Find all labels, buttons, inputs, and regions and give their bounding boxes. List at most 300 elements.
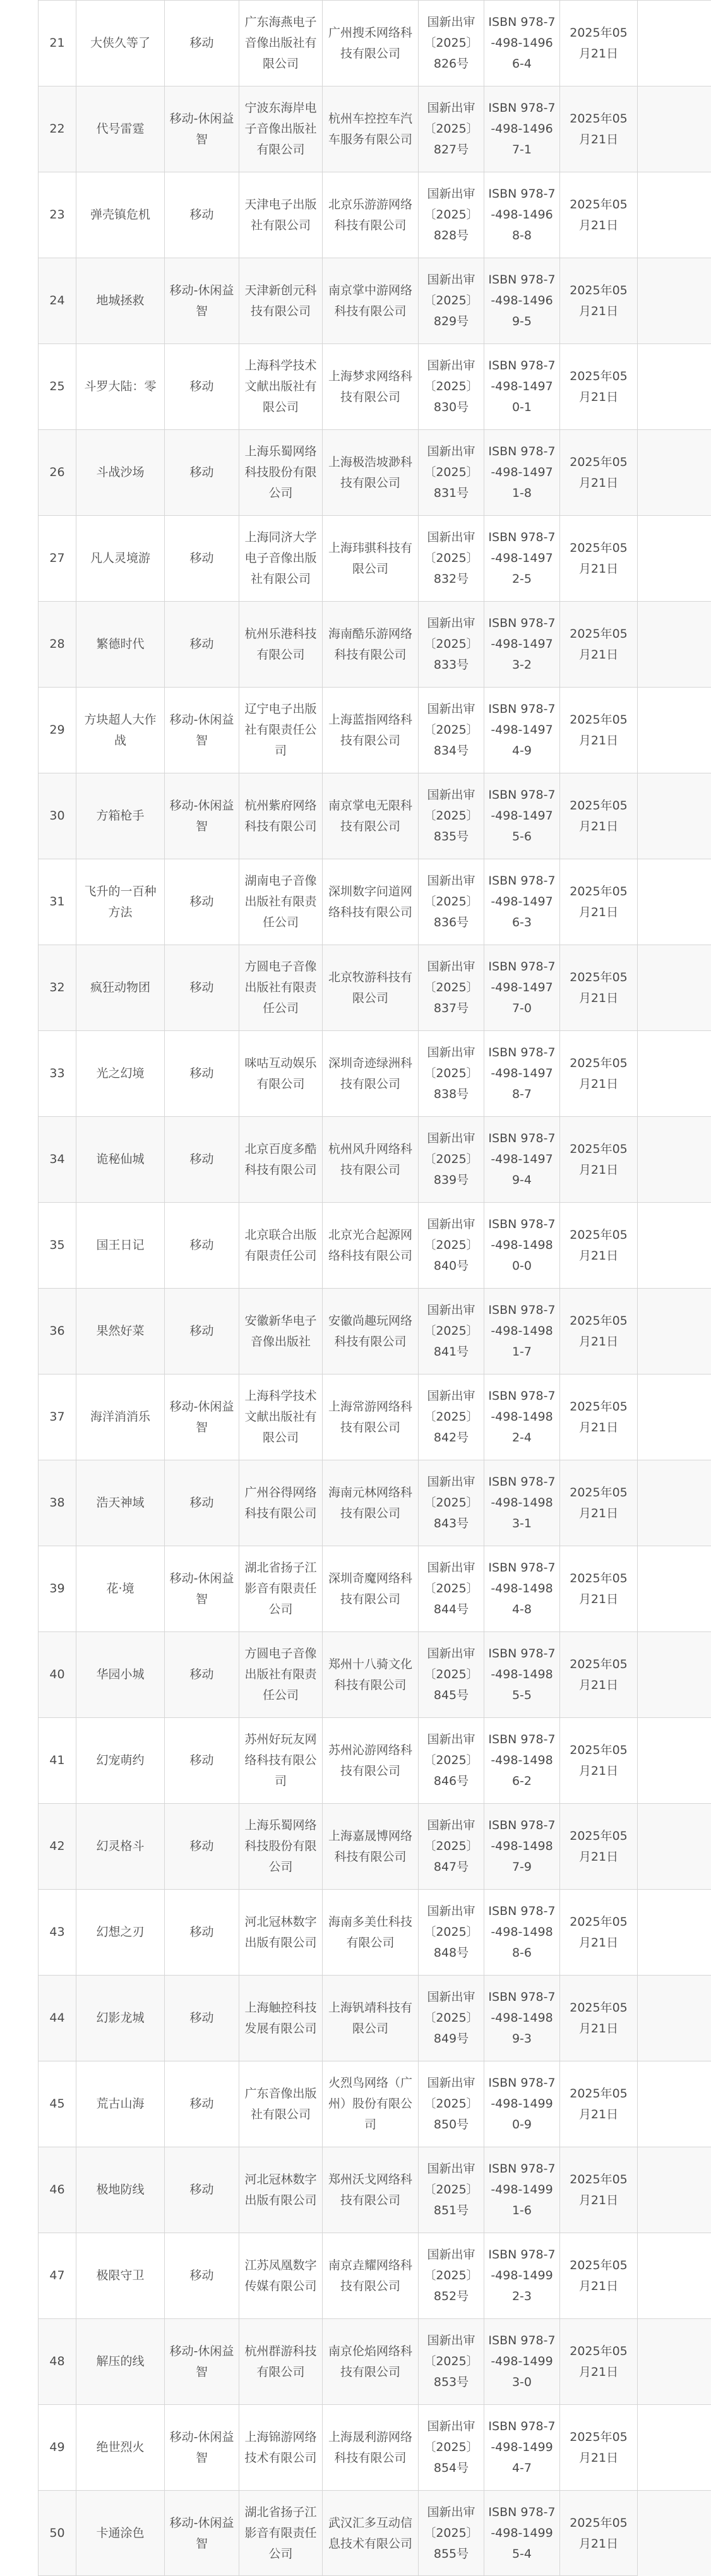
operator-name: 海南元林网络科技有限公司 [328, 1485, 412, 1520]
approval-number: 国新出审〔2025〕830号 [424, 359, 479, 414]
game-type: 移动 [189, 2269, 214, 2282]
approval-date: 2025年05月21日 [570, 1142, 628, 1177]
isbn-number: ISBN 978-7-498-14994-7 [488, 2419, 556, 2475]
operator-name-cell [322, 516, 418, 601]
approval-number-cell [418, 1117, 484, 1202]
operator-name-cell [322, 1460, 418, 1546]
table-row [38, 859, 711, 945]
approval-date-cell [559, 1031, 638, 1116]
publisher-name-cell [239, 2405, 322, 2490]
game-name-cell [76, 688, 164, 773]
row-index-cell [38, 1718, 76, 1803]
row-index: 44 [49, 2011, 65, 2025]
row-index-cell [38, 602, 76, 687]
row-index-cell [38, 1890, 76, 1975]
approval-date-cell [559, 86, 638, 172]
game-name-cell [76, 258, 164, 343]
game-type: 移动 [189, 208, 214, 222]
approval-number: 国新出审〔2025〕836号 [424, 874, 479, 929]
game-type-cell [164, 1117, 239, 1202]
isbn-number: ISBN 978-7-498-14974-9 [488, 702, 556, 758]
approval-number-cell [418, 688, 484, 773]
approval-date-cell [559, 258, 638, 343]
publisher-name-cell [239, 1031, 322, 1116]
row-index: 28 [49, 637, 65, 651]
isbn-number-cell [484, 430, 559, 515]
game-type-cell [164, 2319, 239, 2404]
row-index-cell [38, 1460, 76, 1546]
publisher-name: 湖北省扬子江影音有限责任公司 [244, 2505, 317, 2561]
operator-name: 上海蓝指网络科技有限公司 [328, 712, 412, 748]
operator-name: 南京掌电无限科技有限公司 [328, 798, 412, 833]
approval-number: 国新出审〔2025〕844号 [424, 1561, 479, 1616]
table-row [38, 1030, 711, 1116]
operator-name: 上海晟利游网络科技有限公司 [328, 2430, 412, 2465]
operator-name-cell [322, 1976, 418, 2061]
publisher-name-cell [239, 2491, 322, 2576]
operator-name: 北京乐游游网络科技有限公司 [328, 197, 412, 232]
publisher-name-cell [239, 430, 322, 515]
row-index-cell [38, 258, 76, 343]
game-name-cell [76, 344, 164, 429]
approval-table [38, 0, 711, 2576]
operator-name-cell [322, 1632, 418, 1717]
approval-number-cell [418, 1546, 484, 1631]
approval-number: 国新出审〔2025〕829号 [424, 273, 479, 328]
approval-number-cell [418, 1031, 484, 1116]
approval-date-cell [559, 2491, 638, 2576]
row-index-cell [38, 1804, 76, 1889]
isbn-number: ISBN 978-7-498-14985-5 [488, 1647, 556, 1702]
approval-date-cell [559, 1976, 638, 2061]
table-row [38, 0, 711, 86]
game-name-cell [76, 1460, 164, 1546]
approval-number: 国新出审〔2025〕842号 [424, 1389, 479, 1445]
approval-date: 2025年05月21日 [570, 1399, 628, 1434]
row-index: 47 [49, 2269, 65, 2282]
operator-name-cell [322, 2319, 418, 2404]
game-name: 华园小城 [96, 1667, 145, 1681]
game-type: 移动 [189, 1925, 214, 1939]
isbn-number-cell [484, 258, 559, 343]
game-type: 移动-休闲益智 [169, 712, 234, 748]
game-type: 移动-休闲益智 [169, 2344, 234, 2379]
isbn-number: ISBN 978-7-498-14977-0 [488, 960, 556, 1015]
game-name-cell [76, 1718, 164, 1803]
approval-number-cell [418, 1289, 484, 1374]
approval-date-cell [559, 1, 638, 86]
publisher-name: 辽宁电子出版社有限责任公司 [244, 702, 317, 758]
game-type-cell [164, 2147, 239, 2233]
approval-date: 2025年05月21日 [570, 1227, 628, 1263]
row-index-cell [38, 1546, 76, 1631]
approval-number: 国新出审〔2025〕838号 [424, 1046, 479, 1101]
row-index: 34 [49, 1152, 65, 1166]
operator-name-cell [322, 1117, 418, 1202]
approval-number-cell [418, 172, 484, 258]
approval-number: 国新出审〔2025〕849号 [424, 1990, 479, 2046]
approval-number: 国新出审〔2025〕827号 [424, 101, 479, 157]
table-row [38, 1460, 711, 1546]
table-row [38, 429, 711, 515]
game-type-cell [164, 1718, 239, 1803]
game-name: 卡通涂色 [96, 2526, 145, 2540]
publisher-name-cell [239, 859, 322, 945]
approval-number: 国新出审〔2025〕847号 [424, 1818, 479, 1874]
operator-name: 南京垚耀网络科技有限公司 [328, 2258, 412, 2293]
isbn-number-cell [484, 2319, 559, 2404]
approval-date-cell [559, 1117, 638, 1202]
operator-name-cell [322, 602, 418, 687]
game-name: 极地防线 [96, 2183, 145, 2197]
publisher-name: 上海科学技术文献出版社有限公司 [244, 359, 317, 414]
publisher-name-cell [239, 1632, 322, 1717]
isbn-number: ISBN 978-7-498-14995-4 [488, 2505, 556, 2561]
row-index: 23 [49, 208, 65, 222]
game-name: 极限守卫 [96, 2269, 145, 2282]
game-type: 移动 [189, 36, 214, 50]
approval-number: 国新出审〔2025〕843号 [424, 1475, 479, 1530]
game-type-cell [164, 344, 239, 429]
publisher-name-cell [239, 1804, 322, 1889]
publisher-name: 广州谷得网络科技有限公司 [244, 1485, 317, 1520]
isbn-number-cell [484, 688, 559, 773]
game-type-cell [164, 1374, 239, 1460]
publisher-name: 湖南电子音像出版社有限责任公司 [244, 874, 317, 929]
approval-number-cell [418, 773, 484, 859]
operator-name-cell [322, 1289, 418, 1374]
game-name: 浩天神域 [96, 1496, 145, 1510]
publisher-name-cell [239, 2319, 322, 2404]
game-type-cell [164, 773, 239, 859]
approval-number-cell [418, 86, 484, 172]
operator-name-cell [322, 1718, 418, 1803]
row-index: 33 [49, 1066, 65, 1080]
table-row [38, 2404, 711, 2490]
game-name-cell [76, 2491, 164, 2576]
table-row [38, 945, 711, 1030]
game-name: 花·境 [106, 1582, 134, 1595]
row-index-cell [38, 1031, 76, 1116]
publisher-name-cell [239, 1546, 322, 1631]
approval-date-cell [559, 1203, 638, 1288]
approval-date: 2025年05月21日 [570, 25, 628, 61]
isbn-number-cell [484, 1718, 559, 1803]
approval-date-cell [559, 1632, 638, 1717]
publisher-name-cell [239, 344, 322, 429]
game-type: 移动-休闲益智 [169, 1571, 234, 1606]
row-index: 35 [49, 1238, 65, 1252]
row-index-cell [38, 2491, 76, 2576]
operator-name-cell [322, 945, 418, 1030]
table-row [38, 2061, 711, 2147]
approval-number-cell [418, 1718, 484, 1803]
row-index: 39 [49, 1582, 65, 1595]
game-name: 凡人灵境游 [90, 551, 150, 565]
approval-date: 2025年05月21日 [570, 2430, 628, 2465]
game-name-cell [76, 172, 164, 258]
operator-name-cell [322, 1546, 418, 1631]
row-index-cell [38, 86, 76, 172]
approval-number-cell [418, 1632, 484, 1717]
approval-date: 2025年05月21日 [570, 2258, 628, 2293]
isbn-number-cell [484, 1546, 559, 1631]
approval-date: 2025年05月21日 [570, 1914, 628, 1950]
game-name-cell [76, 2233, 164, 2318]
game-name: 光之幻境 [96, 1066, 145, 1080]
operator-name: 苏州沁游网络科技有限公司 [328, 1743, 412, 1778]
game-type-cell [164, 2233, 239, 2318]
operator-name-cell [322, 688, 418, 773]
game-type-cell [164, 516, 239, 601]
publisher-name: 宁波东海岸电子音像出版社有限公司 [244, 101, 317, 157]
table-row [38, 1975, 711, 2061]
game-name-cell [76, 2405, 164, 2490]
row-index: 26 [49, 465, 65, 479]
table-row [38, 1288, 711, 1374]
approval-date-cell [559, 688, 638, 773]
isbn-number: ISBN 978-7-498-14978-7 [488, 1046, 556, 1101]
approval-number: 国新出审〔2025〕833号 [424, 616, 479, 672]
approval-number: 国新出审〔2025〕832号 [424, 530, 479, 586]
approval-date-cell [559, 2319, 638, 2404]
game-name: 绝世烈火 [96, 2440, 145, 2454]
publisher-name-cell [239, 258, 322, 343]
approval-date-cell [559, 859, 638, 945]
approval-date-cell [559, 2061, 638, 2147]
game-type: 移动-休闲益智 [169, 283, 234, 318]
publisher-name: 湖北省扬子江影音有限责任公司 [244, 1561, 317, 1616]
approval-date-cell [559, 1890, 638, 1975]
isbn-number: ISBN 978-7-498-14992-3 [488, 2248, 556, 2303]
isbn-number: ISBN 978-7-498-14988-6 [488, 1904, 556, 1960]
approval-number-cell [418, 2405, 484, 2490]
isbn-number: ISBN 978-7-498-14993-0 [488, 2334, 556, 2389]
game-type-cell [164, 1203, 239, 1288]
operator-name-cell [322, 859, 418, 945]
approval-date: 2025年05月21日 [570, 283, 628, 318]
row-index-cell [38, 430, 76, 515]
game-type: 移动 [189, 1839, 214, 1853]
publisher-name-cell [239, 1117, 322, 1202]
game-name: 地城拯救 [96, 294, 145, 307]
isbn-number-cell [484, 172, 559, 258]
operator-name-cell [322, 1, 418, 86]
approval-number-cell [418, 1890, 484, 1975]
table-row [38, 515, 711, 601]
approval-number-cell [418, 2491, 484, 2576]
game-name-cell [76, 1031, 164, 1116]
publisher-name: 河北冠林数字出版有限公司 [244, 1914, 317, 1950]
approval-number-cell [418, 258, 484, 343]
row-index: 48 [49, 2354, 65, 2368]
approval-date-cell [559, 516, 638, 601]
isbn-number-cell [484, 2061, 559, 2147]
publisher-name: 方圆电子音像出版社有限责任公司 [244, 960, 317, 1015]
approval-date: 2025年05月21日 [570, 1657, 628, 1692]
game-type: 移动 [189, 551, 214, 565]
isbn-number: ISBN 978-7-498-14981-7 [488, 1303, 556, 1359]
approval-date: 2025年05月21日 [570, 1828, 628, 1864]
operator-name: 郑州沃戈网络科技有限公司 [328, 2172, 412, 2207]
approval-number-cell [418, 2319, 484, 2404]
game-name-cell [76, 1632, 164, 1717]
operator-name: 安徽尚趣玩网络科技有限公司 [328, 1313, 412, 1349]
row-index-cell [38, 773, 76, 859]
operator-name: 上海嘉晟博网络科技有限公司 [328, 1828, 412, 1864]
approval-number-cell [418, 1460, 484, 1546]
table-row [38, 773, 711, 859]
isbn-number: ISBN 978-7-498-14979-4 [488, 1131, 556, 1187]
operator-name: 深圳数字问道网络科技有限公司 [328, 884, 412, 919]
row-index-cell [38, 516, 76, 601]
table-row [38, 343, 711, 429]
game-name-cell [76, 1, 164, 86]
publisher-name-cell [239, 1289, 322, 1374]
game-name-cell [76, 1890, 164, 1975]
publisher-name: 杭州乐港科技有限公司 [244, 626, 317, 662]
approval-number-cell [418, 516, 484, 601]
game-type-cell [164, 1804, 239, 1889]
operator-name-cell [322, 2147, 418, 2233]
approval-number: 国新出审〔2025〕852号 [424, 2248, 479, 2303]
approval-date: 2025年05月21日 [570, 798, 628, 833]
game-name: 荒古山海 [96, 2097, 145, 2111]
isbn-number: ISBN 978-7-498-14976-3 [488, 874, 556, 929]
table-row [38, 172, 711, 258]
approval-number-cell [418, 2061, 484, 2147]
approval-number: 国新出审〔2025〕854号 [424, 2419, 479, 2475]
operator-name: 北京牧游科技有限公司 [328, 970, 412, 1005]
game-type-cell [164, 2061, 239, 2147]
operator-name-cell [322, 258, 418, 343]
game-type-cell [164, 2491, 239, 2576]
operator-name-cell [322, 1804, 418, 1889]
row-index: 43 [49, 1925, 65, 1939]
game-type: 移动 [189, 1066, 214, 1080]
isbn-number: ISBN 978-7-498-14966-4 [488, 15, 556, 71]
approval-date-cell [559, 1374, 638, 1460]
operator-name: 杭州车控控车汽车服务有限公司 [328, 111, 412, 146]
publisher-name: 北京百度多酷科技有限公司 [244, 1142, 317, 1177]
approval-number: 国新出审〔2025〕848号 [424, 1904, 479, 1960]
row-index-cell [38, 1976, 76, 2061]
game-name: 诡秘仙城 [96, 1152, 145, 1166]
operator-name-cell [322, 172, 418, 258]
publisher-name: 上海锦游网络技术有限公司 [244, 2430, 317, 2465]
publisher-name-cell [239, 1374, 322, 1460]
table-row [38, 258, 711, 343]
approval-date-cell [559, 2233, 638, 2318]
approval-number-cell [418, 1, 484, 86]
isbn-number: ISBN 978-7-498-14987-9 [488, 1818, 556, 1874]
approval-date-cell [559, 1289, 638, 1374]
approval-number: 国新出审〔2025〕835号 [424, 788, 479, 844]
game-name-cell [76, 2147, 164, 2233]
approval-date-cell [559, 773, 638, 859]
isbn-number-cell [484, 1890, 559, 1975]
game-name-cell [76, 1374, 164, 1460]
game-name-cell [76, 945, 164, 1030]
game-type-cell [164, 1460, 239, 1546]
table-row [38, 601, 711, 687]
row-index-cell [38, 1, 76, 86]
isbn-number-cell [484, 1976, 559, 2061]
publisher-name: 上海科学技术文献出版社有限公司 [244, 1389, 317, 1445]
row-index: 49 [49, 2440, 65, 2454]
isbn-number-cell [484, 1203, 559, 1288]
isbn-number: ISBN 978-7-498-14971-8 [488, 444, 556, 500]
publisher-name: 方圆电子音像出版社有限责任公司 [244, 1647, 317, 1702]
approval-date-cell [559, 1546, 638, 1631]
approval-date: 2025年05月21日 [570, 2344, 628, 2379]
game-type: 移动 [189, 895, 214, 909]
approval-number-cell [418, 1976, 484, 2061]
table-row [38, 2318, 711, 2404]
publisher-name-cell [239, 945, 322, 1030]
game-name-cell [76, 1976, 164, 2061]
row-index: 41 [49, 1753, 65, 1767]
approval-number: 国新出审〔2025〕839号 [424, 1131, 479, 1187]
game-name-cell [76, 1203, 164, 1288]
game-name: 斗战沙场 [96, 465, 145, 479]
game-name: 果然好菜 [96, 1324, 145, 1338]
approval-number: 国新出审〔2025〕834号 [424, 702, 479, 758]
isbn-number-cell [484, 1289, 559, 1374]
game-name: 幻影龙城 [96, 2011, 145, 2025]
game-type-cell [164, 1890, 239, 1975]
approval-date: 2025年05月21日 [570, 1313, 628, 1349]
game-name: 解压的线 [96, 2354, 145, 2368]
publisher-name: 上海同济大学电子音像出版社有限公司 [244, 530, 317, 586]
game-name: 海洋消消乐 [90, 1410, 150, 1424]
isbn-number: ISBN 978-7-498-14970-1 [488, 359, 556, 414]
isbn-number-cell [484, 945, 559, 1030]
publisher-name: 广东音像出版社有限公司 [244, 2086, 317, 2121]
approval-number: 国新出审〔2025〕845号 [424, 1647, 479, 1702]
approval-date-cell [559, 2147, 638, 2233]
row-index-cell [38, 2147, 76, 2233]
row-index-cell [38, 859, 76, 945]
game-type-cell [164, 258, 239, 343]
isbn-number-cell [484, 1, 559, 86]
game-type-cell [164, 688, 239, 773]
isbn-number-cell [484, 344, 559, 429]
approval-date: 2025年05月21日 [570, 1056, 628, 1091]
approval-date-cell [559, 2405, 638, 2490]
operator-name: 海南多美仕科技有限公司 [328, 1914, 412, 1950]
isbn-number-cell [484, 1374, 559, 1460]
operator-name-cell [322, 344, 418, 429]
approval-number-cell [418, 344, 484, 429]
isbn-number-cell [484, 86, 559, 172]
publisher-name: 咪咕互动娱乐有限公司 [244, 1056, 317, 1091]
row-index: 30 [49, 809, 65, 823]
publisher-name-cell [239, 1, 322, 86]
publisher-name: 天津电子出版社有限公司 [244, 197, 317, 232]
game-type: 移动 [189, 637, 214, 651]
game-type-cell [164, 1546, 239, 1631]
table-row [38, 1803, 711, 1889]
approval-number-cell [418, 430, 484, 515]
publisher-name: 上海乐蜀网络科技股份有限公司 [244, 444, 317, 500]
publisher-name-cell [239, 2061, 322, 2147]
publisher-name-cell [239, 1203, 322, 1288]
publisher-name-cell [239, 2233, 322, 2318]
publisher-name-cell [239, 688, 322, 773]
operator-name: 深圳奇魔网络科技有限公司 [328, 1571, 412, 1606]
approval-date: 2025年05月21日 [570, 111, 628, 146]
